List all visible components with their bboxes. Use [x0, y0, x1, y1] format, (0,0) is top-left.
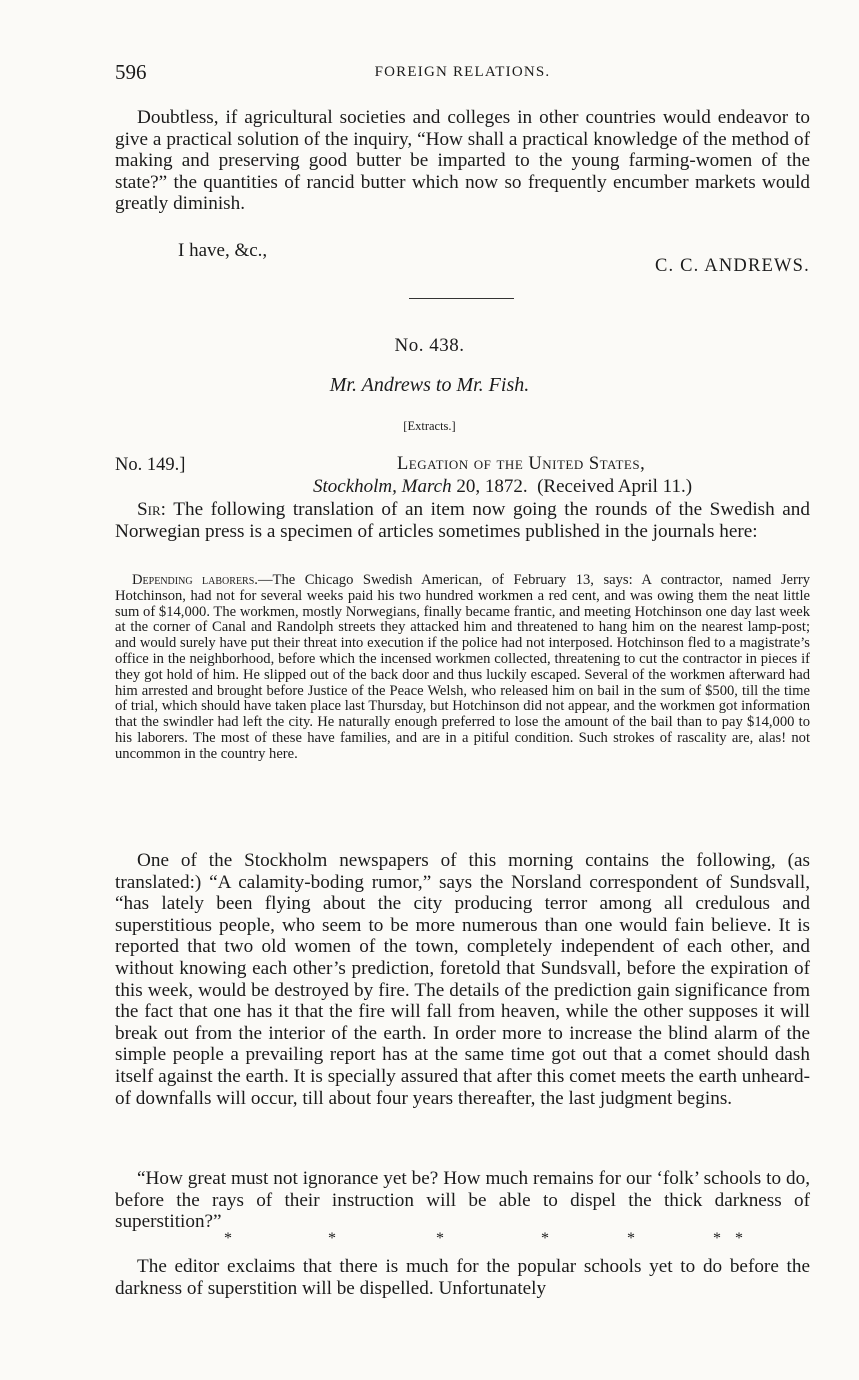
asterisk: *: [735, 1230, 743, 1247]
legation-line: Legation of the United States,: [397, 454, 646, 474]
asterisk: *: [224, 1230, 232, 1247]
page-number: 596: [115, 60, 147, 84]
running-head: FOREIGN RELATIONS.: [374, 64, 551, 80]
ignorance-paragraph: “How great must not ignorance yet be? How much remains for our ‘folk’ schools to do, before the rays of their instruction will be able to dispel the thick darkness of superstition?”: [115, 1168, 810, 1233]
dateline: [313, 476, 692, 498]
asterisk: *: [541, 1230, 549, 1247]
document-number: No. 438.: [394, 335, 465, 356]
quote-heading: Depending laborers.: [132, 572, 258, 588]
extracts-note: [Extracts.]: [403, 419, 456, 433]
intro-text: The following translation of an item now going the rounds of the Swedish and Norwegian press is a specimen of articles sometimes published in the journals here:: [115, 499, 810, 542]
date-place: Stockholm, March: [313, 476, 452, 497]
opening-paragraph: Doubtless, if agricultural societies and colleges in other countries would endeavor to give a practical solution of the inquiry, “How shall a practical knowledge of the method of making and preserving good butter be imparted to the young farming-women of the state?” the quantities of rancid butter which now so frequently encumber markets would greatly diminish.: [115, 107, 810, 215]
editor-paragraph: The editor exclaims that there is much for the popular schools yet to do before the darkness of superstition will be dispelled. Unfortunately: [115, 1256, 810, 1299]
asterisk-line: [115, 1230, 810, 1250]
asterisk: *: [713, 1230, 721, 1247]
quote-body: —The Chicago Swedish American, of February 13, says: A contractor, named Jerry Hotchinson, had not for several weeks paid his two hundred workmen a red cent, and was owing them the neat little sum of $14,000. The workmen, mostly Norwegians, finally became frantic, and meeting Hotchinson one day last week at the corner of Canal and Randolph streets they attacked him and threatened to hang him on the nearest lamp-post; and would surely have put their threat into execution if the police had not interposed. Hotchinson fled to a magistrate’s office in the neighborhood, before which the incensed workmen collected, threatening to cut the contractor in pieces if they got hold of him. He slipped out of the back door and thus luckily escaped. Several of the workmen afterward had him arrested and brought before Justice of the Peace Welsh, who released him on bail in the sum of $500, till the time of trial, which should have taken place last Thursday, but Hotchinson did not appear, and the workmen got information that the swindler had left the city. He naturally enough preferred to lose the amount of the bail than to pay $14,000 to his laborers. The most of these have families, and are in a pitiful condition. Such strokes of rascality are, alas! not uncommon in the country here.: [115, 572, 810, 762]
signature: C. C. ANDREWS.: [654, 256, 810, 276]
asterisk: *: [436, 1230, 444, 1247]
section-divider: [409, 298, 514, 299]
date-rest: 20, 1872.: [456, 476, 528, 497]
dispatch-number: No. 149.]: [115, 455, 186, 475]
asterisk: *: [328, 1230, 336, 1247]
document-title: Mr. Andrews to Mr. Fish.: [329, 374, 530, 396]
page-header: [115, 60, 810, 90]
received-date: (Received April 11.): [537, 476, 693, 497]
intro-paragraph: [115, 499, 810, 542]
closing-line: I have, &c.,: [178, 240, 268, 261]
salutation: Sir:: [137, 499, 167, 520]
quoted-article: [115, 573, 810, 763]
asterisk: *: [627, 1230, 635, 1247]
stockholm-paragraph: One of the Stockholm newspapers of this morning contains the following, (as translated:) “A calamity-boding rumor,” says the Norsland correspondent of Sundsvall, “has lately been flying about the city producing terror among all credulous and superstitious people, who seem to be more numerous than one would fain believe. It is reported that two old women of the town, completely independent of each other, and without knowing each other’s prediction, foretold that Sundsvall, before the expiration of this week, would be destroyed by fire. The details of the prediction gain significance from the fact that one has it that the fire will fall from heaven, while the other supposes it will break out from the interior of the earth. In order more to increase the blind alarm of the simple people a prevailing report has at the same time got out that a comet should dash itself against the earth. It is specially assured that after this comet meets the earth unheard-of downfalls will occur, till about four years thereafter, the last judgment begins.: [115, 850, 810, 1109]
